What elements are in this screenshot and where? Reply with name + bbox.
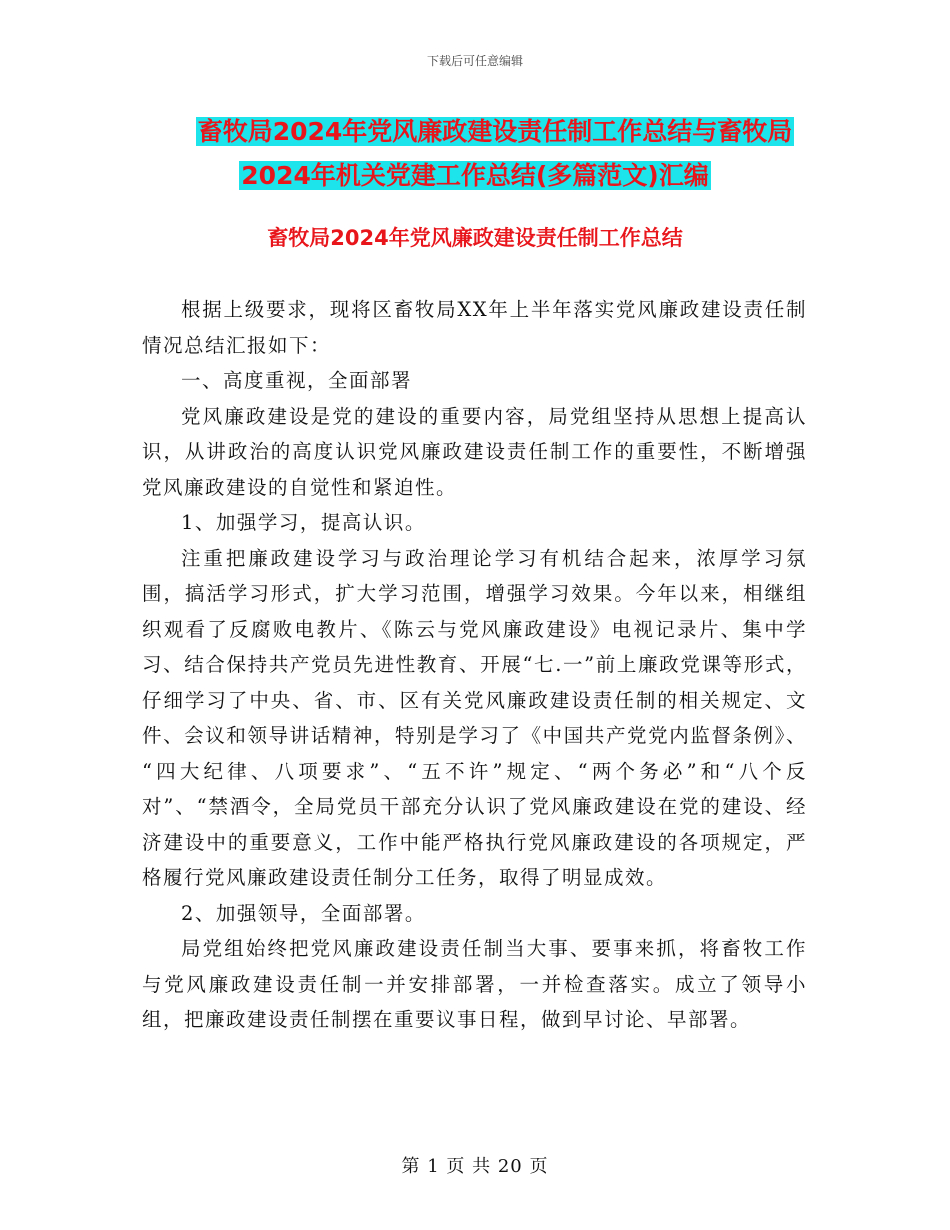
paragraph: 党风廉政建设是党的建设的重要内容，局党组坚持从思想上提高认识，从讲政治的高度认识党风廉政建设责任制工作的重要性，不断增强党风廉政建设的自觉性和紧迫性。 bbox=[142, 404, 807, 499]
subheading: 一、高度重视，全面部署 bbox=[181, 369, 413, 392]
document-title-line-1 bbox=[0, 112, 950, 152]
title-highlight-1: 畜牧局2024年党风廉政建设责任制工作总结与畜牧局 bbox=[197, 117, 793, 146]
paragraph: 注重把廉政建设学习与政治理论学习有机结合起来，浓厚学习氛围，搞活学习形式，扩大学习范围，增强学习效果。今年以来，相继组织观看了反腐败电教片、《陈云与党风廉政建设》电视记录片、集中学习、结合保持共产党员先进性教育、开展“七.一”前上廉政党课等形式，仔细学习了中央、省、市、区有关党风廉政建设责任制的相关规定、文件、会议和领导讲话精神，特别是学习了《中国共产党党内监督条例》、 “四大纪律、八项要求”、“五不许”规定、“两个务必”和“八个反对”、“禁酒令，全局党员干部充分认识了党风廉政建设在党的建设、经济建设中的重要意义，工作中能严格执行党风廉政建设的各项规定，严格履行党风廉政建设责任制分工任务，取得了明显成效。 bbox=[142, 546, 807, 889]
subheading: 1、加强学习，提高认识。 bbox=[181, 511, 426, 534]
page-header-note: 下载后可任意编辑 bbox=[426, 54, 523, 68]
paragraph: 局党组始终把党风廉政建设责任制当大事、要事来抓，将畜牧工作与党风廉政建设责任制一并安排部署，一并检查落实。成立了领导小组，把廉政建设责任制摆在重要议事日程，做到早讨论、早部署。 bbox=[142, 937, 807, 1031]
document-title-line-2 bbox=[0, 156, 950, 196]
page-number: 第 1 页 共 20 页 bbox=[401, 1156, 549, 1177]
subheading: 2、加强领导，全面部署。 bbox=[181, 901, 426, 925]
section-title: 畜牧局2024年党风廉政建设责任制工作总结 bbox=[267, 226, 683, 250]
paragraph: 根据上级要求，现将区畜牧局XX年上半年落实党风廉政建设责任制情况总结汇报如下： bbox=[142, 298, 807, 357]
document-body bbox=[142, 292, 807, 1038]
title-highlight-2: 2024年机关党建工作总结(多篇范文)汇编 bbox=[241, 161, 709, 190]
